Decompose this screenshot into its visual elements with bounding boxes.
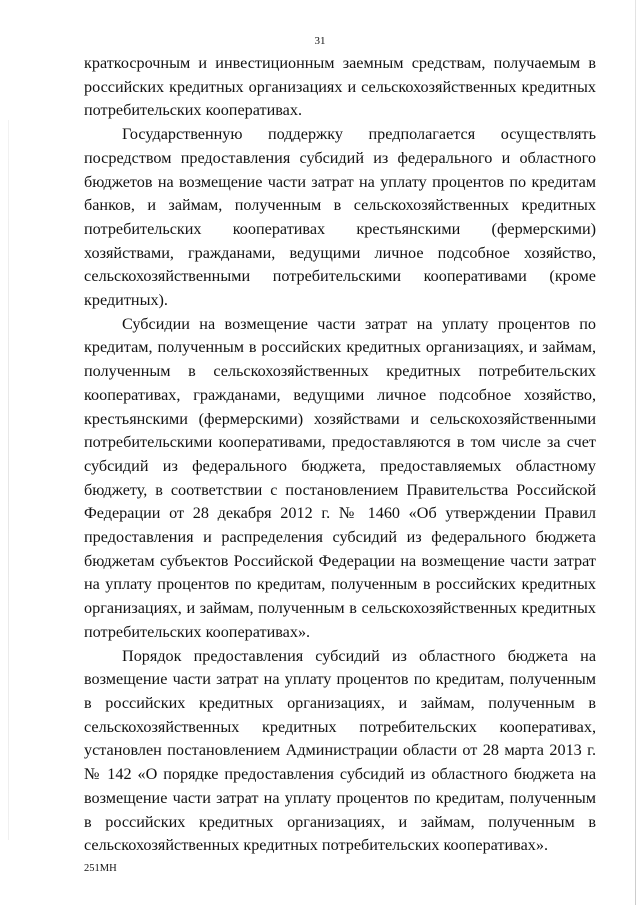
paragraph-state-support: Государственную поддержку предполагается осуществлять посредством предоставления субсидий из федерального и областного бюджетов на возмещение части затрат на уплату процентов по кредитам банков, и займам, полученным в сельскохозяйственных кредитных потребительских кооперативах крестьянскими (фермерскими) хозяйствами, гражданами, ведущими личное подсобное хозяйство, сельскохозяйственными потребительскими кооперативами (кроме кредитных). — [84, 125, 596, 310]
document-body — [84, 52, 596, 858]
paragraph-subsidies: Субсидии на возмещение части затрат на уплату процентов по кредитам, полученным в российских кредитных организациях, и займам, полученным в сельскохозяйственных кредитных потребительских кооперативах, гражданами, ведущими личное подсобное хозяйство, крестьянскими (фермерскими) хозяйствами и сельскохозяйственными потребительскими кооперативами, предоставляются в том числе за счет субсидий из федерального бюджета, предоставляемых областному бюджету, в соответствии с постановлением Правительства Российской Федерации от 28 декабря 2012 г. № 1460 «Об утверждении Правил предоставления и распределения субсидий из федерального бюджета бюджетам субъектов Российской Федерации на возмещение части затрат на уплату процентов по кредитам, полученным в российских кредитных организациях, и займам, полученным в сельскохозяйственных кредитных потребительских кооперативах». — [84, 314, 596, 641]
page-number: 31 — [314, 35, 326, 47]
scan-edge-left — [8, 120, 9, 840]
footer-document-code: 251МН — [84, 863, 117, 874]
scan-edge-right — [635, 0, 636, 905]
paragraph-continuation: краткосрочным и инвестиционным заемным средствам, получаемым в российских кредитных организациях и сельскохозяйственных кредитных потребительских кооперативах. — [84, 54, 596, 120]
paragraph-procedure: Порядок предоставления субсидий из областного бюджета на возмещение части затрат на уплату процентов по кредитам, полученным в российских кредитных организациях, и займам, полученным в сельскохозяйственных кредитных потребительских кооперативах, установлен постановлением Администрации области от 28 марта 2013 г. № 142 «О порядке предоставления субсидий из областного бюджета на возмещение части затрат на уплату процентов по кредитам, полученным в российских кредитных организациях, и займам, полученным в сельскохозяйственных кредитных потребительских кооперативах». — [84, 646, 596, 855]
